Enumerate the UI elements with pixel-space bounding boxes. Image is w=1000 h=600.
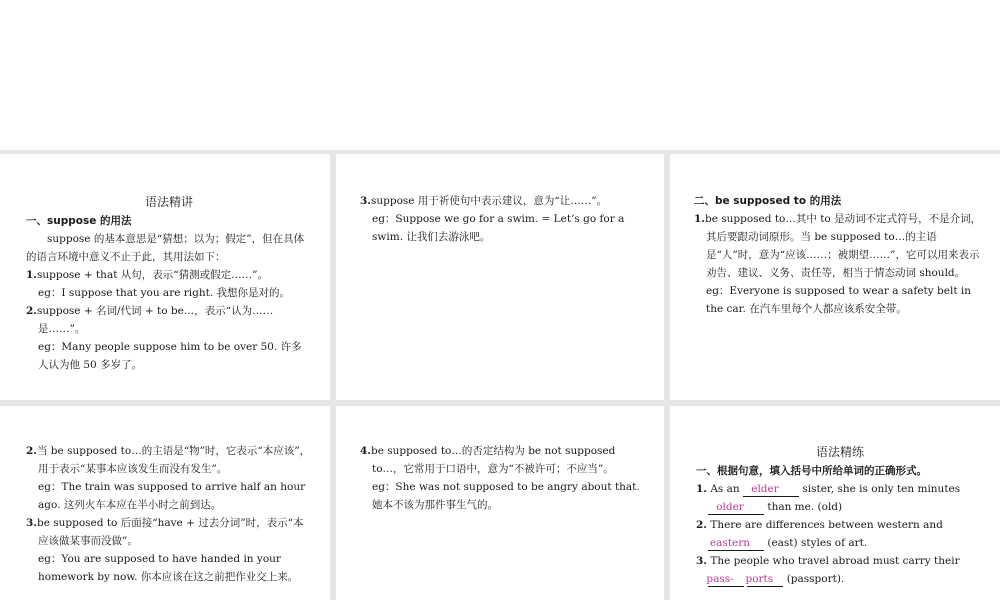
item-text: be supposed to…其中 to 是动词不定式符号，不是介词，其后要跟动词原形。当 be supposed to…的主语是“人”时，意为“应该……；被期望……”，它可以用来表示劝告、建议、义务、责任等，相当于情态动词 should。 bbox=[704, 213, 982, 279]
question-text: than me. (old) bbox=[767, 501, 843, 513]
slide-grammar-explanation-4 bbox=[0, 406, 330, 600]
intro-paragraph: suppose 的基本意思是“猜想；以为；假定”，但在具体的语言环境中意义不止于此，其用法如下： bbox=[26, 233, 305, 263]
list-item bbox=[360, 442, 650, 478]
list-item bbox=[26, 302, 312, 338]
item-number: 3. bbox=[696, 555, 707, 567]
item-number: 3. bbox=[360, 195, 371, 207]
item-number: 4. bbox=[360, 445, 371, 457]
item-text: 当 be supposed to…的主语是“物”时，它表示“本应该”，用于表示“某事本应该发生而没有发生”。 bbox=[36, 445, 311, 475]
question-text: The people who travel abroad must carry their bbox=[710, 555, 960, 567]
slide-grammar-practice bbox=[670, 406, 1000, 600]
item-text: be supposed to…的否定结构为 be not supposed to…，它常用于口语中，意为“不被许可；不应当”。 bbox=[370, 445, 616, 475]
section-heading: 一、suppose 的用法 bbox=[26, 215, 132, 227]
section-heading bbox=[694, 192, 984, 210]
question-text: (passport). bbox=[786, 573, 845, 585]
item-text: be supposed to 后面接“have + 过去分词”时，表示“本应该做某事而没做”。 bbox=[36, 517, 304, 547]
section-heading: 一、根据句意，填入括号中所给单词的正确形式。 bbox=[696, 465, 927, 477]
example-sentence: eg：Suppose we go for a swim. = Let’s go for a swim. 让我们去游泳吧。 bbox=[372, 213, 625, 243]
example-sentence: eg：Many people suppose him to be over 50. 许多人认为他 50 多岁了。 bbox=[38, 341, 302, 371]
item-number: 2. bbox=[26, 305, 37, 317]
answer-blank: eastern bbox=[708, 536, 764, 551]
slide-grammar-explanation-2 bbox=[336, 154, 664, 400]
list-item bbox=[26, 442, 312, 478]
example-sentence: eg：She was not supposed to be angry about that. 她本不该为那件事生气的。 bbox=[372, 481, 640, 511]
top-blank-area bbox=[0, 0, 1000, 150]
slide-grammar-explanation-3 bbox=[670, 154, 1000, 400]
exercise-item bbox=[696, 552, 984, 588]
item-number: 1. bbox=[694, 213, 705, 225]
item-number: 2. bbox=[696, 519, 707, 531]
example-sentence: eg：You are supposed to have handed in your homework by now. 你本应该在这之前把作业交上来。 bbox=[38, 553, 299, 583]
example-sentence: eg：The train was supposed to arrive half an hour ago. 这列火车本应在半小时之前到达。 bbox=[38, 481, 306, 511]
slide-title: 语法精讲 bbox=[144, 195, 193, 209]
item-text: suppose 用于祈使句中表示建议，意为“让……”。 bbox=[370, 195, 608, 207]
answer-blank: older bbox=[708, 500, 764, 515]
item-number: 2. bbox=[26, 445, 37, 457]
question-text: sister, she is only ten minutes bbox=[802, 483, 961, 495]
example-sentence: eg：I suppose that you are right. 我想你是对的。 bbox=[38, 287, 291, 299]
item-number: 1. bbox=[26, 269, 37, 281]
item-text: suppose + that 从句，表示“猜测或假定……”。 bbox=[36, 269, 268, 281]
example-sentence: eg：Everyone is supposed to wear a safety belt in the car. 在汽车里每个人都应该系安全带。 bbox=[706, 285, 971, 315]
list-item bbox=[360, 192, 648, 210]
question-text: There are differences between western and bbox=[710, 519, 943, 531]
section-suffix: 的用法 bbox=[806, 195, 842, 207]
question-text: (east) styles of art. bbox=[767, 537, 868, 549]
slide-grammar-explanation-5 bbox=[336, 406, 664, 600]
section-prefix: 二、 bbox=[694, 195, 715, 207]
section-term: be supposed to bbox=[715, 195, 807, 207]
answer-blank: elder bbox=[743, 482, 799, 497]
list-item bbox=[26, 266, 312, 284]
list-item bbox=[694, 210, 984, 282]
answer-blank: pass- bbox=[708, 572, 744, 587]
item-number: 1. bbox=[696, 483, 707, 495]
slide-title: 语法精练 bbox=[815, 445, 864, 459]
item-text: suppose + 名词/代词 + to be…，表示“认为……是……”。 bbox=[36, 305, 274, 335]
question-text: As an bbox=[710, 483, 740, 495]
item-number: 3. bbox=[26, 517, 37, 529]
exercise-item bbox=[696, 516, 984, 552]
answer-blank: ports bbox=[747, 572, 783, 587]
slide-grammar-explanation-1 bbox=[0, 154, 330, 400]
exercise-item bbox=[696, 480, 984, 516]
list-item bbox=[26, 514, 312, 550]
